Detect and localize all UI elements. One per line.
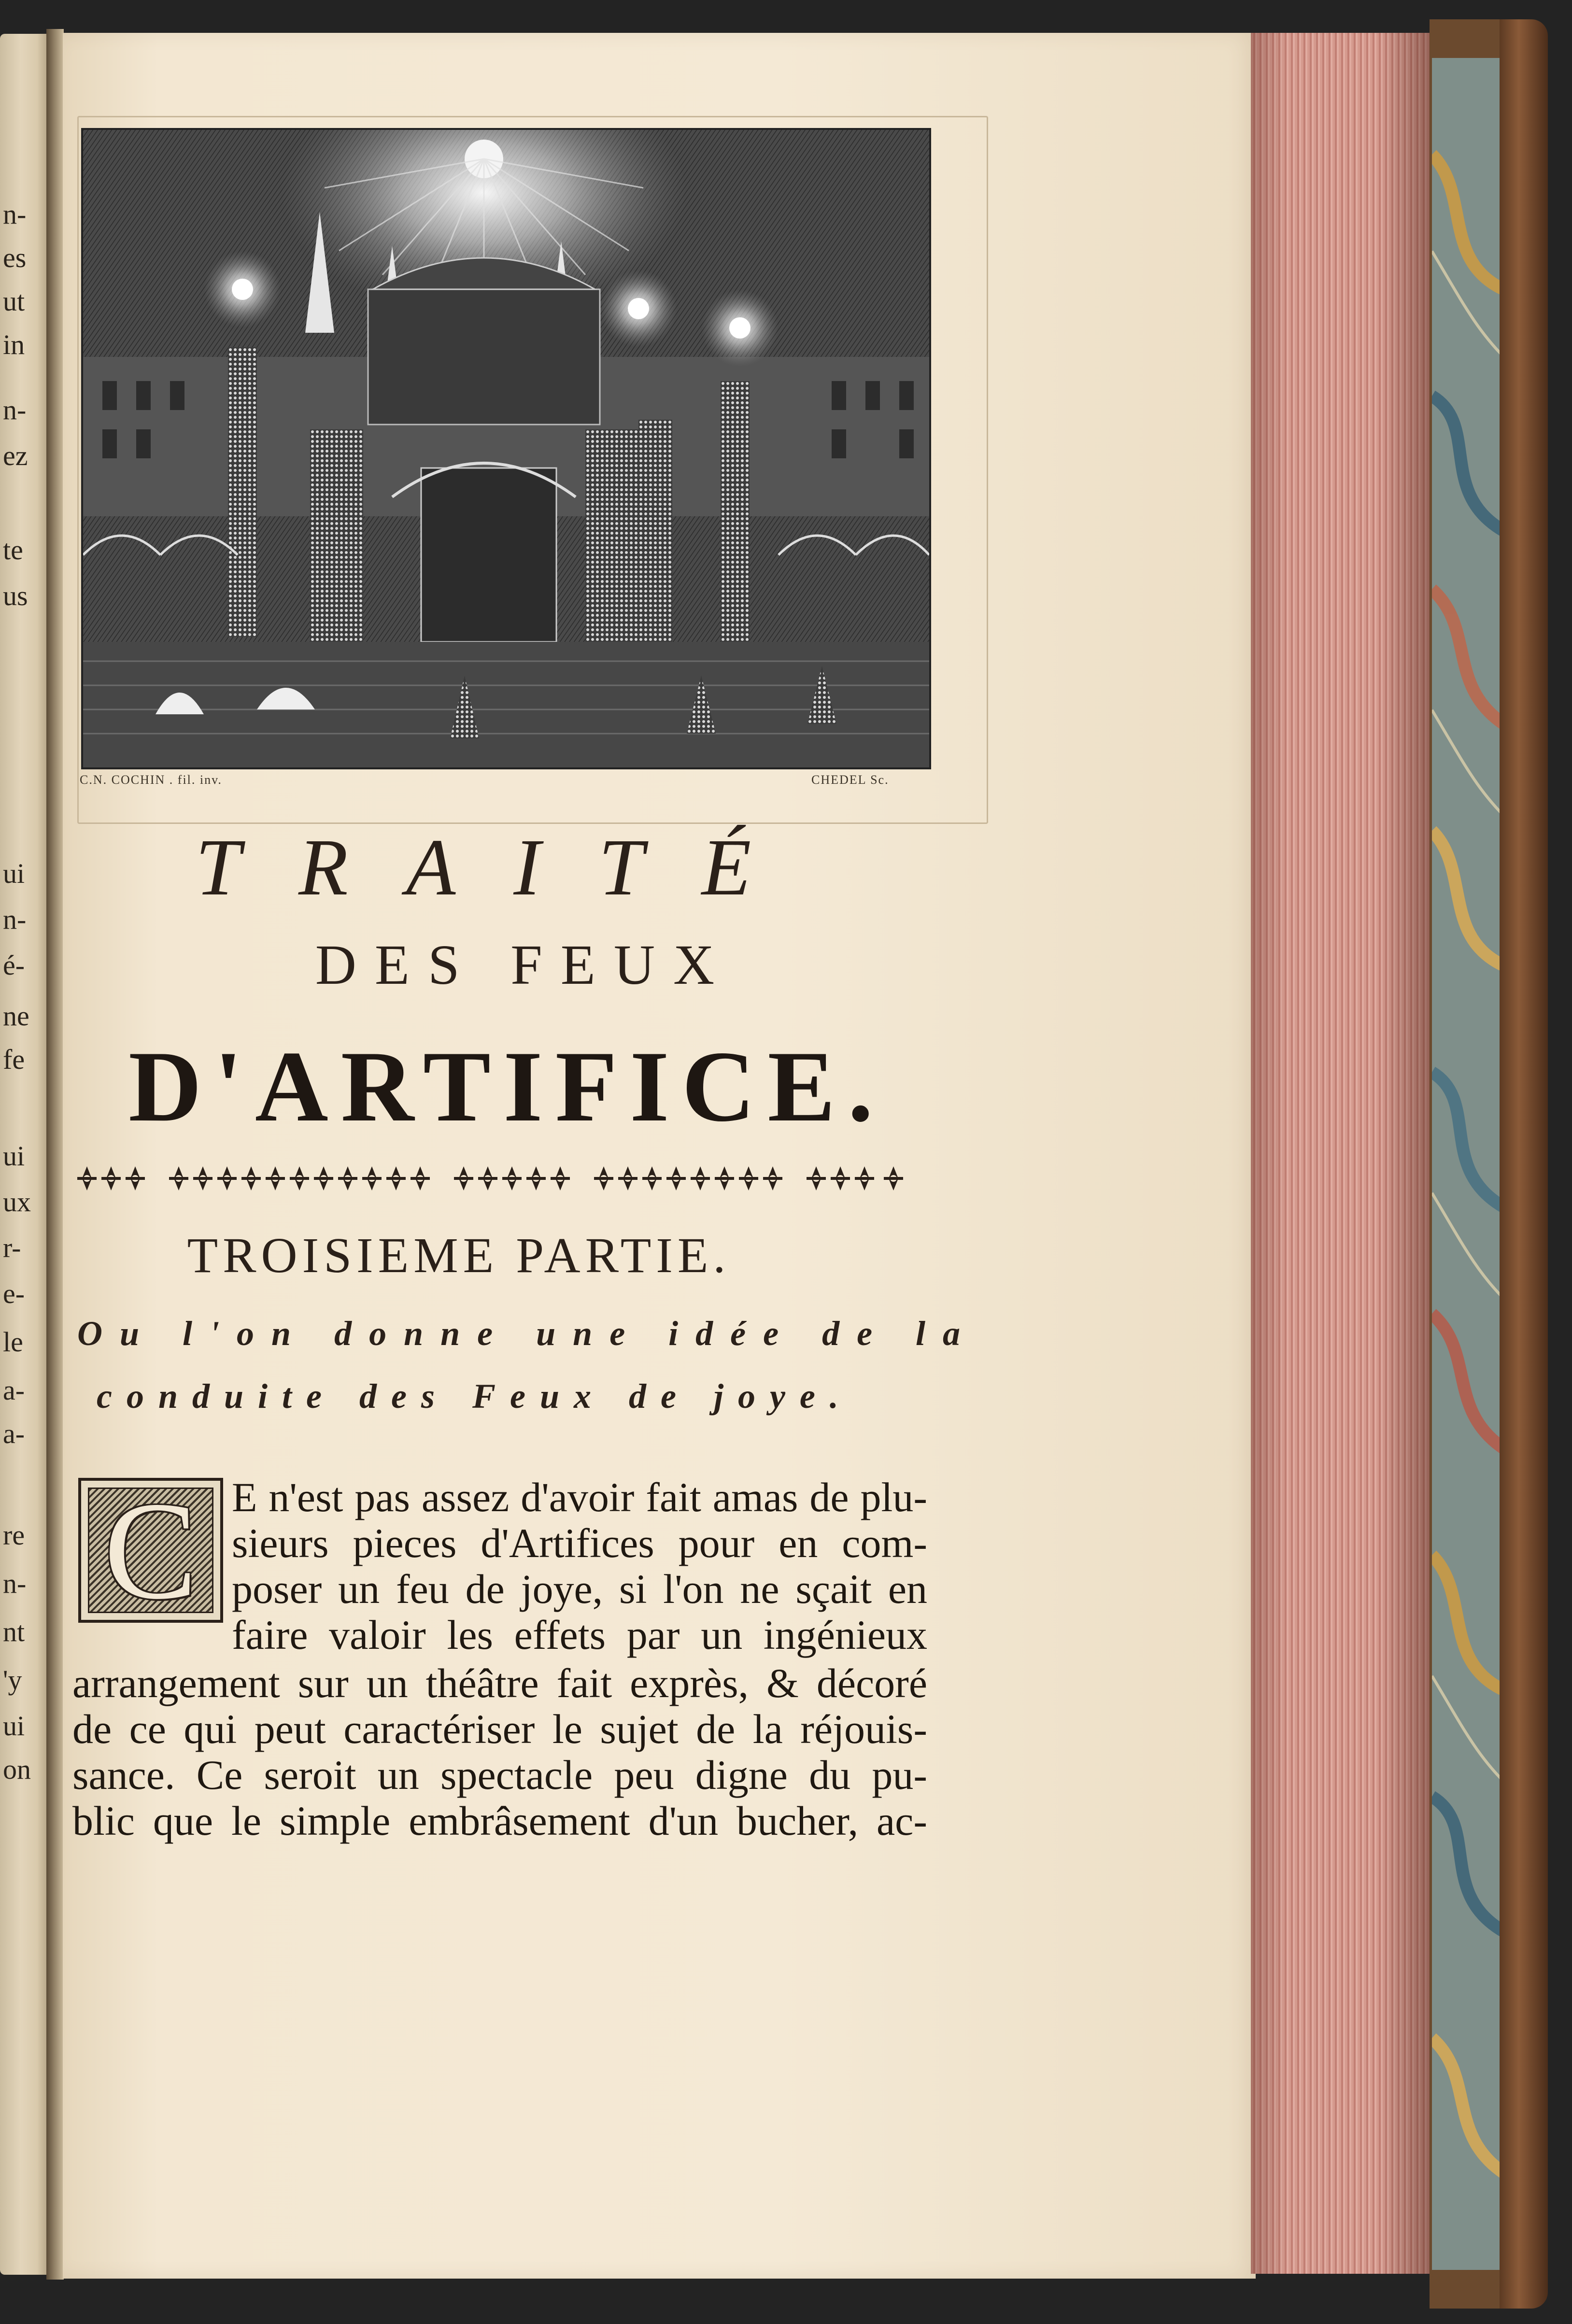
body-line: blic que le simple embrâsement d'un bucher, ac- — [72, 1798, 927, 1844]
left-edge-text: te — [3, 534, 23, 566]
body-line: arrangement sur un théâtre fait exprès, & décoré — [72, 1660, 927, 1706]
body-line: faire valoir les effets par un ingénieux — [232, 1612, 927, 1658]
section-subtitle-line-1: Ou l'on donne une idée de la — [77, 1314, 978, 1353]
fireworks-scene-illustration — [83, 130, 929, 767]
fireworks-engraving — [81, 128, 931, 769]
left-edge-text: ne — [3, 1000, 29, 1032]
body-line: sieurs pieces d'Artifices pour en com- — [232, 1520, 927, 1566]
engraving-credit-right: CHEDEL Sc. — [811, 773, 889, 787]
left-edge-text: ez — [3, 440, 28, 471]
marbled-pattern — [1432, 58, 1504, 2270]
engraving-credit-left: C.N. COCHIN . fil. inv. — [80, 773, 222, 787]
left-edge-text: re — [3, 1519, 25, 1551]
left-edge-text: le — [3, 1326, 23, 1358]
left-edge-text: on — [3, 1754, 31, 1785]
left-edge-text: ui — [3, 1710, 25, 1742]
left-edge-text: nt — [3, 1616, 25, 1647]
drop-cap — [78, 1473, 223, 1628]
left-edge-text: ui — [3, 1140, 25, 1172]
left-edge-text: es — [3, 242, 27, 273]
body-line: de ce qui peut caractériser le sujet de la réjouis- — [72, 1706, 927, 1752]
drop-cap-letter: C — [104, 1473, 198, 1628]
title-des-feux: DES FEUX — [315, 933, 733, 996]
ornament-rule-pattern — [72, 1162, 922, 1195]
left-page-fragment — [0, 34, 46, 2275]
ornament-rule — [72, 1162, 922, 1195]
body-line: sance. Ce seroit un spectacle peu digne du pu- — [72, 1752, 927, 1798]
page-edges-shadow — [1251, 33, 1432, 2274]
left-edge-text: é- — [3, 949, 25, 981]
section-heading: TROISIEME PARTIE. — [187, 1228, 731, 1283]
body-line: poser un feu de joye, si l'on ne sçait en — [232, 1566, 927, 1612]
left-edge-text: a- — [3, 1418, 25, 1449]
marbled-endpaper — [1432, 58, 1504, 2270]
body-line: E n'est pas assez d'avoir fait amas de plu- — [232, 1474, 927, 1520]
title-traite: TRAITÉ — [195, 822, 809, 912]
section-subtitle-line-2: conduite des Feux de joye. — [97, 1377, 853, 1416]
left-edge-text: a- — [3, 1375, 25, 1406]
left-edge-text: n- — [3, 904, 27, 935]
title-artifice: D'ARTIFICE. — [128, 1031, 886, 1143]
left-edge-text: n- — [3, 198, 27, 230]
left-edge-text: fe — [3, 1044, 25, 1075]
left-edge-text: us — [3, 580, 28, 611]
left-edge-text: ui — [3, 858, 25, 889]
left-edge-text: in — [3, 329, 25, 360]
left-edge-text: n- — [3, 1568, 27, 1599]
left-edge-text: e- — [3, 1278, 25, 1309]
left-edge-text: r- — [3, 1232, 21, 1263]
left-edge-text: 'y — [3, 1664, 22, 1696]
left-edge-text: ux — [3, 1186, 31, 1218]
left-edge-text: n- — [3, 394, 27, 425]
book-gutter — [46, 29, 64, 2280]
left-edge-text: ut — [3, 285, 25, 317]
leather-binding — [1500, 19, 1548, 2309]
